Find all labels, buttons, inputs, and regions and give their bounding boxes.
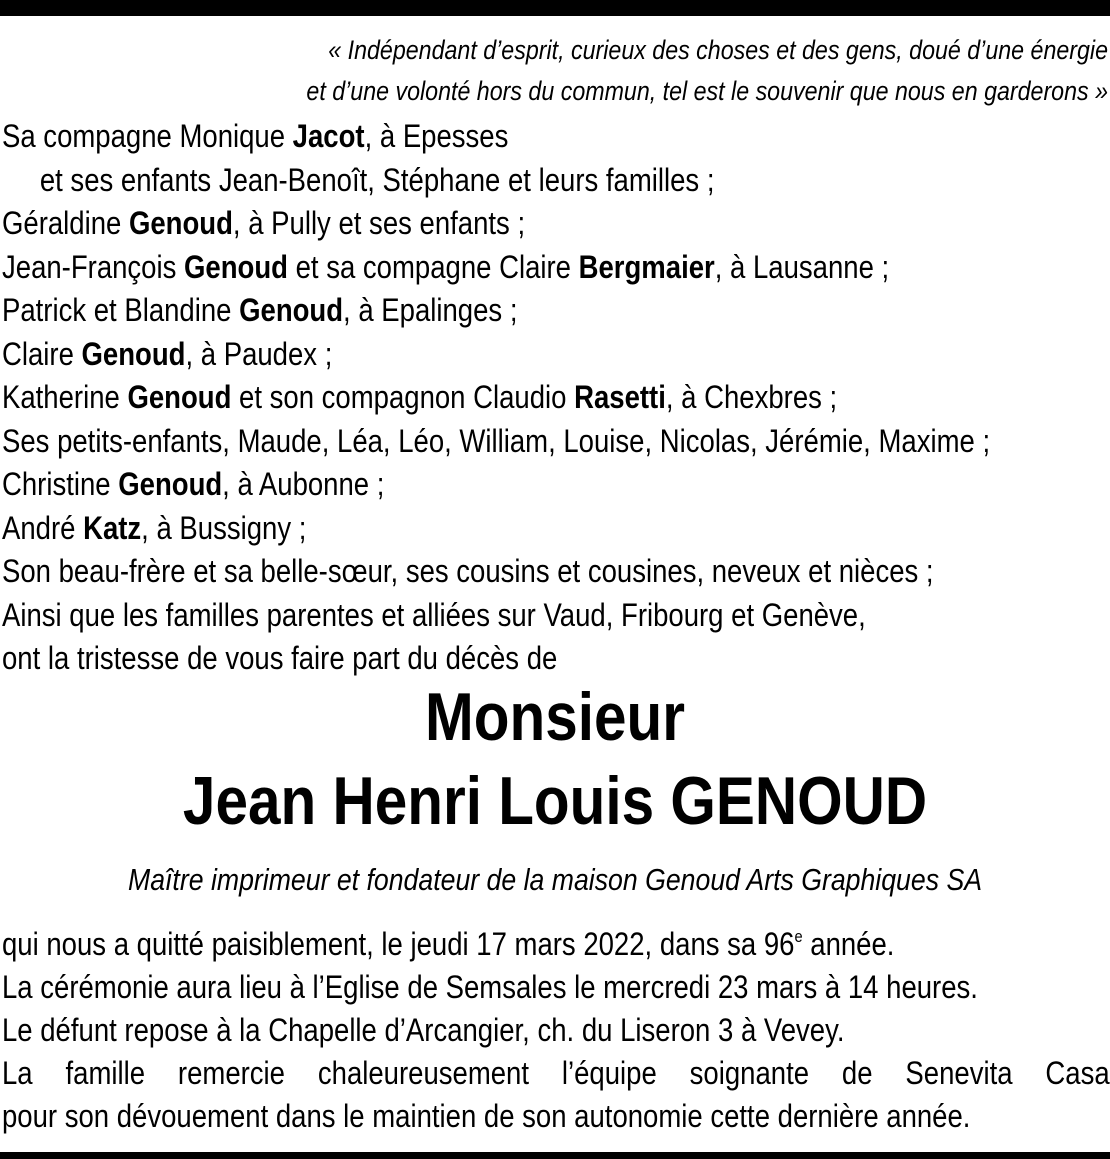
details-line: La famille remercie chaleureusement l’équipe soignante de Senevita Casa	[2, 1055, 1110, 1091]
family-line: Ainsi que les familles parentes et alliées sur Vaud, Fribourg et Genève,	[2, 596, 866, 633]
surname: Jacot	[292, 118, 365, 154]
family-line: Katherine Genoud et son compagnon Claudio Rasetti, à Chexbres ;	[2, 379, 838, 415]
surname: Rasetti	[574, 379, 666, 415]
surname: Genoud	[128, 205, 233, 241]
deceased-title: Monsieur	[425, 679, 685, 755]
family-line: ont la tristesse de vous faire part du décès de	[2, 640, 558, 676]
family-line: Jean-François Genoud et sa compagne Claire Bergmaier, à Lausanne ;	[2, 248, 890, 285]
top-border-rule	[0, 0, 1110, 16]
family-line: Son beau-frère et sa belle-sœur, ses cousins et cousines, neveux et nièces ;	[2, 553, 934, 589]
details-line: qui nous a quitté paisiblement, le jeudi 17 mars 2022, dans sa 96e année.	[2, 926, 895, 962]
family-list	[2, 115, 990, 681]
ordinal-suffix: e	[794, 927, 803, 946]
deceased-name: Jean Henri Louis GENOUD	[182, 763, 928, 839]
details-line: Le défunt repose à la Chapelle d’Arcangier, ch. du Liseron 3 à Vevey.	[2, 1012, 845, 1048]
family-line: Patrick et Blandine Genoud, à Epalinges ;	[2, 292, 518, 328]
surname: Genoud	[127, 379, 232, 415]
family-line: Géraldine Genoud, à Pully et ses enfants ;	[2, 205, 526, 241]
surname: Genoud	[81, 335, 186, 372]
family-line: André Katz, à Bussigny ;	[2, 509, 307, 546]
surname: Katz	[83, 509, 142, 546]
deceased-occupation: Maître imprimeur et fondateur de la maison Genoud Arts Graphiques SA	[127, 862, 983, 897]
family-line: et ses enfants Jean-Benoît, Stéphane et leurs familles ;	[39, 161, 715, 198]
ceremony-details	[2, 923, 1110, 1138]
family-line: Christine Genoud, à Aubonne ;	[2, 466, 385, 502]
quote-line-1: « Indépendant d’esprit, curieux des choses et des gens, doué d’une énergie	[328, 35, 1108, 65]
surname: Bergmaier	[578, 248, 715, 285]
surname: Genoud	[118, 466, 223, 502]
details-line: pour son dévouement dans le maintien de son autonomie cette dernière année.	[2, 1098, 971, 1134]
family-line: Sa compagne Monique Jacot, à Epesses	[2, 118, 509, 154]
family-line: Ses petits-enfants, Maude, Léa, Léo, William, Louise, Nicolas, Jérémie, Maxime ;	[2, 422, 991, 459]
details-line: La cérémonie aura lieu à l’Eglise de Semsales le mercredi 23 mars à 14 heures.	[2, 969, 978, 1005]
family-line: Claire Genoud, à Paudex ;	[2, 335, 333, 372]
surname: Genoud	[239, 292, 344, 328]
surname: Genoud	[184, 248, 288, 285]
epigraph-quote	[162, 30, 1108, 112]
bottom-border-rule	[0, 1152, 1110, 1159]
quote-line-2: et d’une volonté hors du commun, tel est le souvenir que nous en garderons »	[306, 76, 1108, 106]
